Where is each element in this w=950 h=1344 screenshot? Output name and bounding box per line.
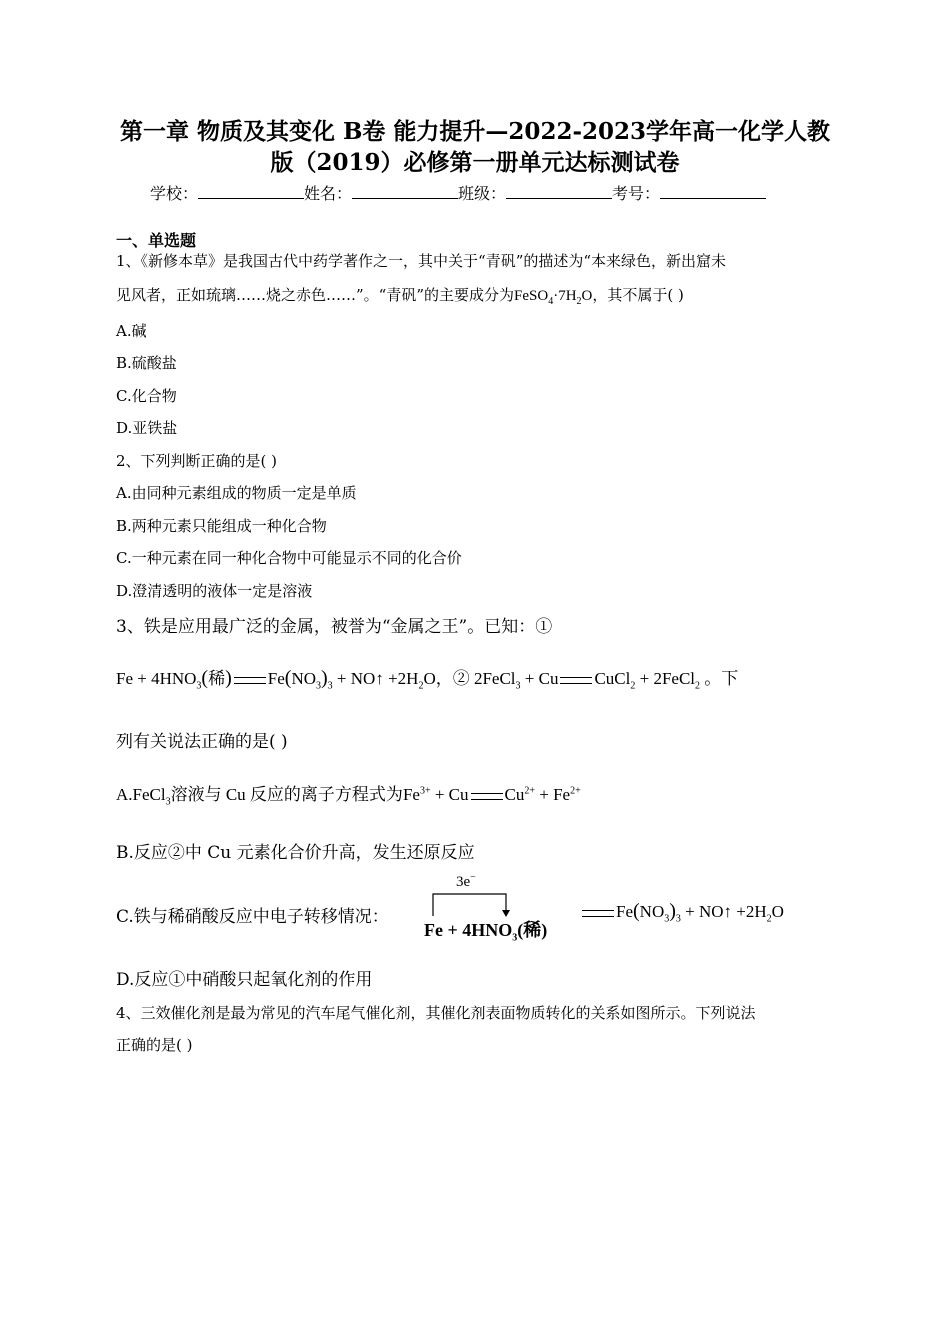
double-line-arrow-3 [471, 793, 503, 800]
class-label: 班级： [458, 184, 507, 203]
q3-option-a: A.FeCl$_3$溶液与 Cu 反应的离子方程式为$Fe^{3+} + Cu$ $Cu^{2+} + Fe^{2+}$ [116, 785, 581, 808]
electron-transfer-lhs: $Fe + 4HNO_3$(稀) [424, 920, 548, 944]
class-blank[interactable] [506, 184, 612, 199]
electron-label: 3e− [456, 872, 476, 890]
q3-option-b: B.反应②中 Cu 元素化合价升高，发生还原反应 [116, 843, 475, 863]
q3-stem: 3、铁是应用最广泛的金属，被誉为“金属之王”。已知：① [116, 617, 553, 637]
q3-option-c-rhs: $Fe(NO_3)_3$ + NO↑ $+2H_2O$ [580, 900, 784, 924]
double-line-arrow-4 [582, 910, 614, 917]
q2-option-d: D.澄清透明的液体一定是溶液 [116, 582, 313, 600]
q1-line-1: 1、《新修本草》是我国古代中药学著作之一，其中关于“青矾”的描述为“本来绿色，新出窟未 [116, 252, 727, 270]
q4-line-2: 正确的是( ) [116, 1036, 193, 1054]
electron-transfer-diagram [424, 872, 594, 944]
title-line-2: 版（2019）必修第一册单元达标测试卷 [270, 149, 680, 176]
q3-option-d: D.反应①中硝酸只起氧化剂的作用 [116, 970, 373, 990]
q1-line-2-text: 见风者，正如琉璃……烧之赤色……”。“青矾”的主要成分为 [116, 286, 515, 304]
name-label: 姓名： [304, 184, 353, 203]
student-info-row [150, 181, 766, 204]
q3-option-c-label: C.铁与稀硝酸反应中电子转移情况： [116, 907, 389, 927]
q1-option-d: D.亚铁盐 [116, 419, 178, 437]
double-line-arrow [234, 677, 266, 684]
q2-option-a: A.由同种元素组成的物质一定是单质 [116, 484, 357, 502]
q1-option-b: B.硫酸盐 [116, 354, 177, 372]
q4-line-1: 4、三效催化剂是最为常见的汽车尾气催化剂，其催化剂表面物质转化的关系如图所示。下列说法 [116, 1004, 756, 1022]
q1-option-c: C.化合物 [116, 387, 177, 405]
section-heading: 一、单选题 [116, 231, 197, 250]
q2-option-b: B.两种元素只能组成一种化合物 [116, 517, 327, 535]
exam-no-label: 考号： [612, 184, 661, 203]
q1-line-2 [116, 284, 684, 307]
exam-no-blank[interactable] [660, 184, 766, 199]
school-label: 学校： [150, 184, 199, 203]
q1-formula: $FeSO_4\cdot 7H_2O$ [514, 288, 593, 307]
q1-option-a: A.碱 [116, 322, 147, 340]
title-line-1: 第一章 物质及其变化 B卷 能力提升—2022-2023学年高一化学人教 [119, 118, 831, 145]
double-line-arrow-2 [560, 677, 592, 684]
q2-option-c: C.一种元素在同一种化合物中可能显示不同的化合价 [116, 549, 462, 567]
school-blank[interactable] [198, 184, 304, 199]
name-blank[interactable] [352, 184, 458, 199]
q3-equations: $Fe + 4HNO_3$(稀) $Fe(NO_3)_3$ + NO↑ $+2H_2O$，② 2FeCl$_3$ + Cu CuCl$_2$ + 2FeCl$_2$ 。下 [116, 667, 739, 692]
q1-line-2-end: ，其不属于( ) [592, 286, 684, 304]
q2-stem: 2、下列判断正确的是( ) [116, 452, 278, 470]
q3-stem-2: 列有关说法正确的是( ) [116, 732, 288, 752]
